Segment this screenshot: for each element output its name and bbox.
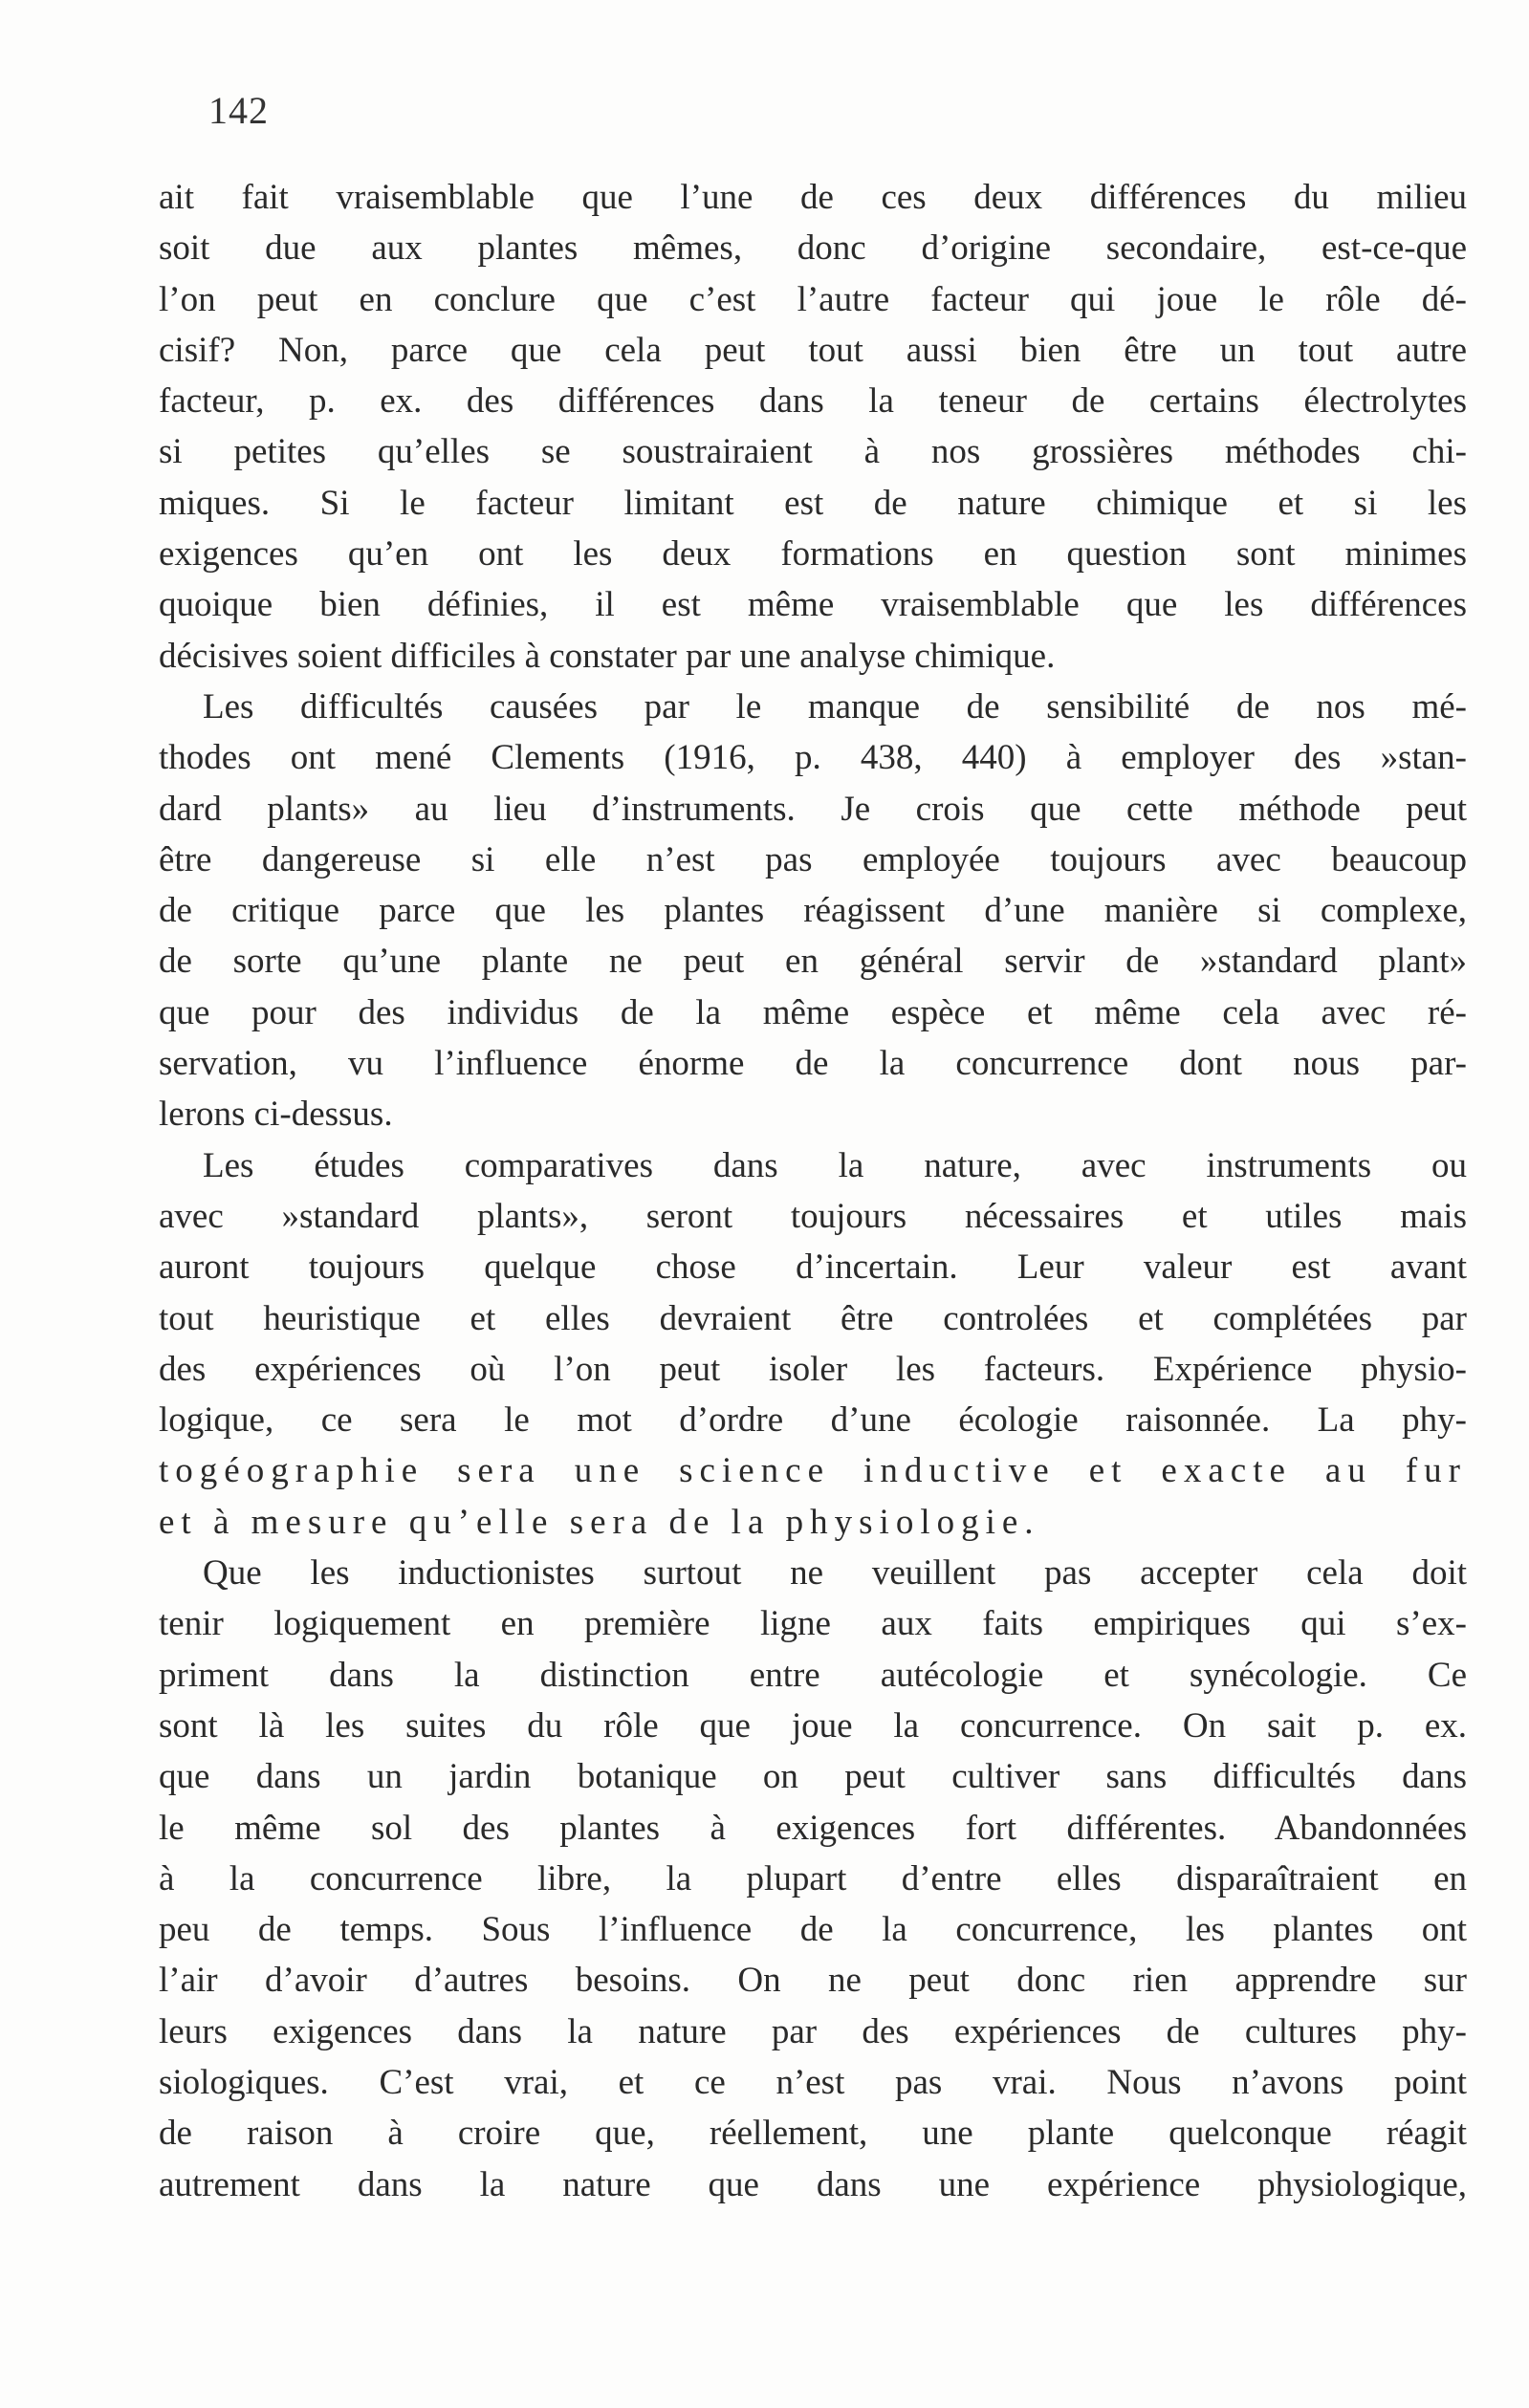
text-line: peu de temps. Sous l’influence de la concurrence, les plantes ont: [159, 1910, 1467, 1950]
text-line: que pour des individus de la même espèce et même cela avec ré-: [159, 992, 1467, 1032]
text-line: logique, ce sera le mot d’ordre d’une écologie raisonnée. La phy-: [159, 1400, 1467, 1441]
text-line: cisif? Non, parce que cela peut tout aussi bien être un tout autre: [159, 330, 1467, 370]
text-line: à la concurrence libre, la plupart d’entre elles disparaîtraient en: [159, 1858, 1467, 1898]
paragraph-start-line: Que les inductionistes surtout ne veuillent pas accepter cela doit: [203, 1553, 1467, 1594]
text-line: avec »standard plants», seront toujours nécessaires et utiles mais: [159, 1196, 1467, 1236]
text-line: soit due aux plantes mêmes, donc d’origine secondaire, est-ce-que: [159, 228, 1467, 269]
text-line: ait fait vraisemblable que l’une de ces deux différences du milieu: [159, 178, 1467, 217]
text-line: auront toujours quelque chose d’incertain. Leur valeur est avant: [159, 1247, 1467, 1288]
text-line: servation, vu l’influence énorme de la concurrence dont nous par-: [159, 1044, 1467, 1084]
text-line: être dangereuse si elle n’est pas employée toujours avec beaucoup: [159, 839, 1467, 879]
text-line: sont là les suites du rôle que joue la concurrence. On sait p. ex.: [159, 1705, 1467, 1746]
page-number: 142: [208, 89, 269, 132]
text-line: quoique bien définies, il est même vraisemblable que les différences: [159, 585, 1467, 625]
text-line: lerons ci-dessus.: [159, 1095, 393, 1135]
text-line: thodes ont mené Clements (1916, p. 438, 440) à employer des »stan-: [159, 738, 1467, 778]
text-line: tenir logiquement en première ligne aux faits empiriques qui s’ex-: [159, 1604, 1467, 1644]
text-line: facteur, p. ex. des différences dans la teneur de certains électrolytes: [159, 381, 1467, 422]
text-line: miques. Si le facteur limitant est de nature chimique et si les: [159, 483, 1467, 523]
text-line: des expériences où l’on peut isoler les facteurs. Expérience physio-: [159, 1349, 1467, 1389]
text-line: leurs exigences dans la nature par des expériences de cultures phy-: [159, 2011, 1467, 2051]
text-line: si petites qu’elles se soustrairaient à nos grossières méthodes chi-: [159, 432, 1467, 472]
text-line: de raison à croire que, réellement, une plante quelconque réagit: [159, 2114, 1467, 2154]
text-line: siologiques. C’est vrai, et ce n’est pas vrai. Nous n’avons point: [159, 2062, 1467, 2102]
text-line: autrement dans la nature que dans une expérience physiologique,: [159, 2164, 1467, 2204]
text-line: que dans un jardin botanique on peut cultiver sans difficultés dans: [159, 1757, 1467, 1797]
text-line: le même sol des plantes à exigences fort différentes. Abandonnées: [159, 1808, 1467, 1848]
text-line: décisives soient difficiles à constater par une analyse chimique.: [159, 636, 1056, 676]
text-line: dard plants» au lieu d’instruments. Je crois que cette méthode peut: [159, 789, 1467, 829]
text-line: tout heuristique et elles devraient être controlées et complétées par: [159, 1298, 1467, 1338]
text-line-spaced: et à mesure qu’elle sera de la physiologie.: [159, 1502, 1040, 1542]
text-line: l’air d’avoir d’autres besoins. On ne peut donc rien apprendre sur: [159, 1961, 1467, 2001]
paragraph-start-line: Les études comparatives dans la nature, avec instruments ou: [203, 1145, 1467, 1185]
body-text: [159, 172, 1467, 2210]
text-line: l’on peut en conclure que c’est l’autre facteur qui joue le rôle dé-: [159, 279, 1467, 319]
text-line: de sorte qu’une plante ne peut en général servir de »standard plant»: [159, 942, 1467, 982]
text-line: exigences qu’en ont les deux formations en question sont minimes: [159, 534, 1467, 575]
text-line-spaced: togéographie sera une science inductive et exacte au fur: [159, 1451, 1467, 1491]
text-line: de critique parce que les plantes réagissent d’une manière si complexe,: [159, 891, 1467, 931]
text-line: priment dans la distinction entre autécologie et synécologie. Ce: [159, 1655, 1467, 1695]
paragraph-start-line: Les difficultés causées par le manque de sensibilité de nos mé-: [203, 686, 1467, 727]
